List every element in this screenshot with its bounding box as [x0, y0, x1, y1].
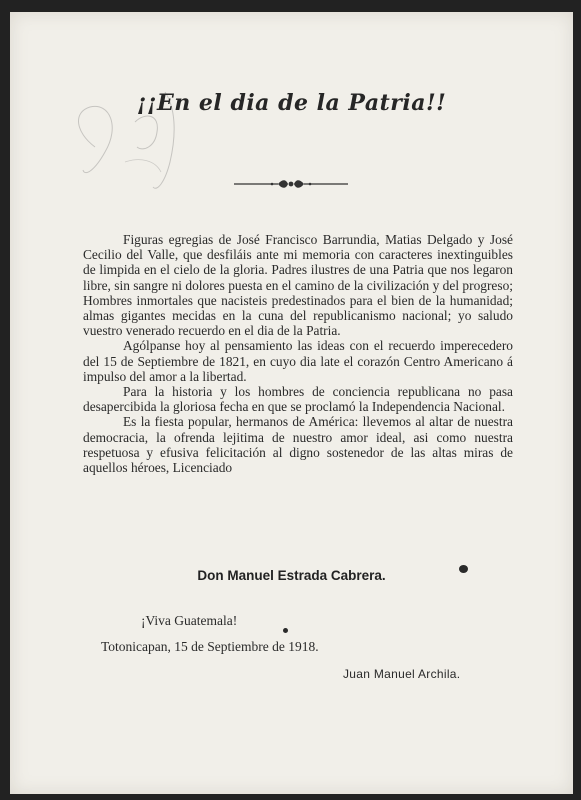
document-title: ¡¡En el dia de la Patria!! [136, 90, 447, 116]
ornament-divider-icon [232, 177, 350, 191]
body-text [83, 232, 513, 475]
pencil-scribble [65, 52, 205, 202]
paragraph: Figuras egregias de José Francisco Barrundia, Matias Delgado y José Cecilio del Valle, que desfiláis ante mi memoria con caracteres inextinguibles de limpida en el cielo de la gloria. Padres ilustres de una Patria que nos legaron libre, sin sangre ni dolores puesta en el camino de la civilización y del progreso; Hombres inmortales que nacisteis predestinados para el bien de la humanidad; almas gigantes mecidas en la cuna del republicanismo nacional; yo saludo vuestro venerado recuerdo en el dia de la Patria. [83, 232, 513, 339]
signer-name: Juan Manuel Archila. [343, 667, 461, 681]
paragraph: Agólpanse hoy al pensamiento las ideas con el recuerdo imperecedero del 15 de Septiembre de 1821, en cuyo dia late el corazón Centro Americano á impulso del amor a la libertad. [83, 338, 513, 384]
paragraph: Es la fiesta popular, hermanos de América: llevemos al altar de nuestra democracia, la ofrenda lejitima de nuestro amor ideal, asi como nuestra respetuosa y efusiva felicitación al digno sostenedor de las altas miras de aquellos héroes, Licenciado [83, 414, 513, 476]
ink-spot [283, 628, 288, 633]
paragraph: Para la historia y los hombres de conciencia republicana no pasa desapercibida la gloriosa fecha en que se proclamó la Independencia Nacional. [83, 384, 513, 415]
viva-line: ¡Viva Guatemala! [141, 613, 238, 628]
document-page [10, 12, 573, 794]
ink-spot [459, 565, 468, 573]
honoree-name: Don Manuel Estrada Cabrera. [197, 568, 386, 583]
dateline: Totonicapan, 15 de Septiembre de 1918. [101, 639, 319, 654]
